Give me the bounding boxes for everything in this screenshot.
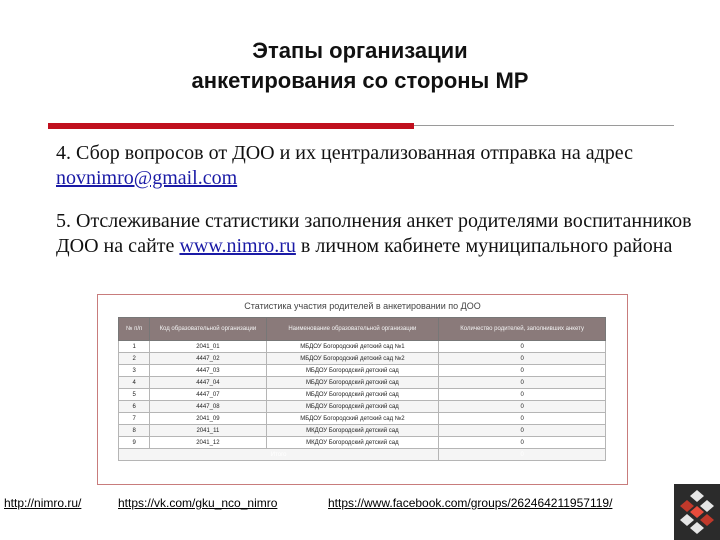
slide-title-line1: Этапы организации [252, 38, 468, 63]
total-label: Итого [119, 449, 439, 461]
statistics-table [118, 317, 606, 461]
header-count: Количество родителей, заполнивших анкету [439, 318, 606, 341]
email-link[interactable]: novnimro@gmail.com [56, 167, 238, 189]
cell-number: 7 [119, 413, 150, 425]
item-4-text: 4. Сбор вопросов от ДОО и их централизованная отправка на адрес [56, 142, 634, 164]
cell-count: 0 [439, 341, 606, 353]
cell-code: 4447_02 [150, 353, 266, 365]
item-5-paragraph [56, 209, 696, 259]
cell-number: 6 [119, 401, 150, 413]
item-5-tail: в личном кабинете муниципального района [295, 235, 673, 257]
item-4-paragraph [56, 141, 676, 191]
cell-number: 3 [119, 365, 150, 377]
cell-name: МБДОУ Богородский детский сад №1 [266, 341, 439, 353]
cell-code: 4447_08 [150, 401, 266, 413]
cell-number: 1 [119, 341, 150, 353]
statistics-screenshot [97, 294, 628, 485]
table-row [119, 437, 606, 449]
cell-count: 0 [439, 389, 606, 401]
item-5-text: 5. Отслеживание статистики заполнения анкет родителями воспитанников ДОО на сайте [56, 210, 692, 257]
footer-vk-link[interactable]: https://vk.com/gku_nco_nimro [118, 496, 278, 510]
cell-code: 2041_01 [150, 341, 266, 353]
table-header-row [119, 318, 606, 341]
cell-name: МБДОУ Богородский детский сад [266, 389, 439, 401]
cell-code: 2041_12 [150, 437, 266, 449]
footer-facebook-link[interactable]: https://www.facebook.com/groups/262464211957119/ [328, 496, 613, 510]
cell-number: 5 [119, 389, 150, 401]
slide-title-line2: анкетирования со стороны МР [191, 68, 529, 93]
table-total-row [119, 449, 606, 461]
cell-number: 2 [119, 353, 150, 365]
cell-name: МБДОУ Богородский детский сад [266, 401, 439, 413]
table-row [119, 425, 606, 437]
nimro-logo-icon [674, 484, 720, 540]
cell-code: 4447_07 [150, 389, 266, 401]
site-link[interactable]: www.nimro.ru [179, 235, 296, 257]
cell-name: МБДОУ Богородский детский сад №2 [266, 413, 439, 425]
header-name: Наименование образовательной организации [266, 318, 439, 341]
cell-name: МБДОУ Богородский детский сад [266, 365, 439, 377]
cell-number: 8 [119, 425, 150, 437]
statistics-title: Статистика участия родителей в анкетировании по ДОО [244, 301, 481, 311]
slide-title [0, 36, 720, 96]
cell-count: 0 [439, 413, 606, 425]
table-body [119, 341, 606, 461]
header-code: Код образовательной организации [150, 318, 266, 341]
table-row [119, 353, 606, 365]
title-accent-bar [48, 123, 414, 129]
table-row [119, 377, 606, 389]
cell-name: МКДОУ Богородский детский сад [266, 425, 439, 437]
table-row [119, 413, 606, 425]
table-row [119, 365, 606, 377]
cell-code: 4447_04 [150, 377, 266, 389]
table-row [119, 401, 606, 413]
cell-count: 0 [439, 437, 606, 449]
cell-count: 0 [439, 425, 606, 437]
cell-number: 4 [119, 377, 150, 389]
cell-code: 2041_09 [150, 413, 266, 425]
cell-name: МБДОУ Богородский детский сад [266, 377, 439, 389]
cell-code: 4447_03 [150, 365, 266, 377]
table-row [119, 389, 606, 401]
header-number: № п/п [119, 318, 150, 341]
cell-name: МБДОУ Богородский детский сад №2 [266, 353, 439, 365]
cell-number: 9 [119, 437, 150, 449]
table-row [119, 341, 606, 353]
footer-site-link[interactable]: http://nimro.ru/ [4, 496, 82, 510]
cell-count: 0 [439, 401, 606, 413]
cell-count: 0 [439, 353, 606, 365]
cell-code: 2041_11 [150, 425, 266, 437]
cell-name: МКДОУ Богородский детский сад [266, 437, 439, 449]
cell-count: 0 [439, 365, 606, 377]
total-value: 0 [439, 449, 606, 461]
cell-count: 0 [439, 377, 606, 389]
